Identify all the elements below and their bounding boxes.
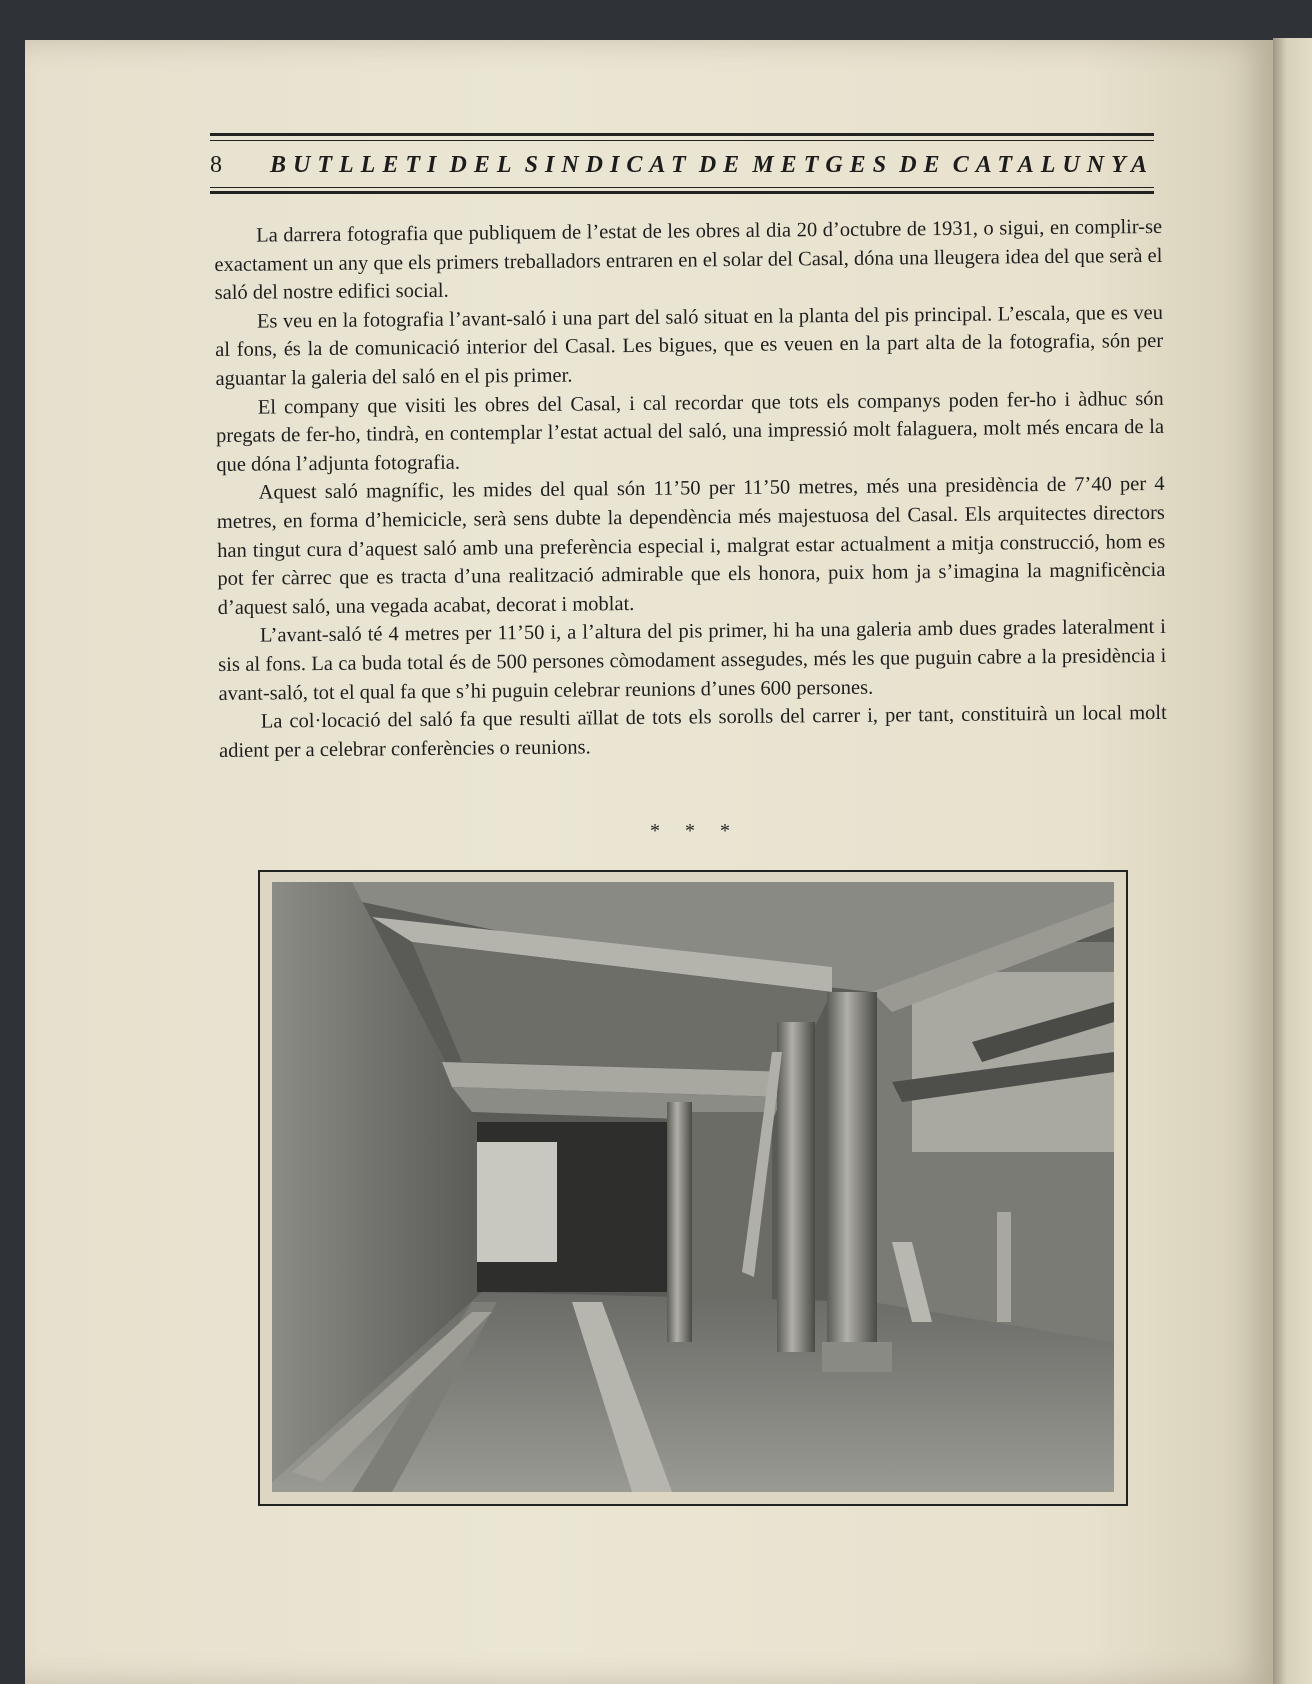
header-rule	[210, 133, 1154, 136]
title-word: CATALUNYA	[952, 151, 1154, 178]
paragraph: Es veu en la fotografia l’avant-saló i una part del saló situat en la planta del pis principal. L’escala, que es veu al fons, és la de comunicació interior del Casal. Les bigues, que es veuen en la part alta de la fotografia, són per aguantar la galeria del saló en el pis primer.	[215, 301, 1164, 390]
header-rule	[210, 191, 1154, 194]
construction-photograph	[272, 882, 1114, 1492]
title-word: BUTLLETI	[270, 151, 444, 178]
photograph-frame	[258, 870, 1128, 1506]
paragraph: L’avant-saló té 4 metres per 11’50 i, a l’altura del pis primer, hi ha una galeria amb dues grades lateralment i sis al fons. La ca buda total és de 500 persones còmodament assegudes, més les que puguin cabre a la presidència i avant-saló, tot el qual fa que s’hi puguin celebrar reunions d’unes 600 persones.	[218, 616, 1167, 705]
article-body	[214, 213, 1167, 765]
hall-under-construction-image	[272, 882, 1114, 1492]
title-word: DEL	[449, 151, 519, 178]
paragraph: Aquest saló magnífic, les mides del qual són 11’50 per 11’50 metres, més una presidència de 7’40 per 4 metres, en forma d’hemicicle, serà sens dubte la dependència més majestuosa del Casal. Els arquitectes directors han tingut cura d’aquest saló amb una preferència especial i, malgrat estar actualment a mitja construcció, hom es pot fer càrrec que es tracta d’una realització admirable que els honora, puix hom ja s’imagina la magnificència d’aquest saló, una vegada acabat, decorat i moblat.	[216, 473, 1166, 619]
header-rule	[210, 187, 1154, 188]
title-word: METGES	[752, 151, 894, 178]
section-separator: * * *	[650, 820, 740, 842]
paragraph: El company que visiti les obres del Casal, i cal recordar que tots els companys poden fer-ho i àdhuc són pregats de fer-ho, tindrà, en contemplar l’estat actual del saló, una impressió molt falaguera, molt més encara de la que dóna l’adjunta fotografia.	[215, 387, 1165, 476]
title-word: DE	[698, 151, 747, 178]
title-word: SINDICAT	[524, 151, 693, 178]
paragraph: La col·locació del saló fa que resulti aïllat de tots els sorolls del carrer i, per tant, constituirà un local molt adient per a celebrar conferències o reunions.	[218, 701, 1167, 762]
title-word: DE	[899, 151, 947, 178]
journal-title	[250, 152, 1154, 179]
header-row	[210, 147, 1154, 183]
paragraph: La darrera fotografia que publiquem de l’estat de les obres al dia 20 d’octubre de 1931, o sigui, en complir-se exactament un any que els primers treballadors entraren en el solar del Casal, dóna una lleugera idea del que serà el saló del nostre edifici social.	[214, 215, 1163, 305]
facing-page-edge	[1273, 38, 1312, 1684]
header-rule	[210, 140, 1154, 141]
running-header	[210, 133, 1154, 197]
page-number: 8	[210, 151, 222, 178]
